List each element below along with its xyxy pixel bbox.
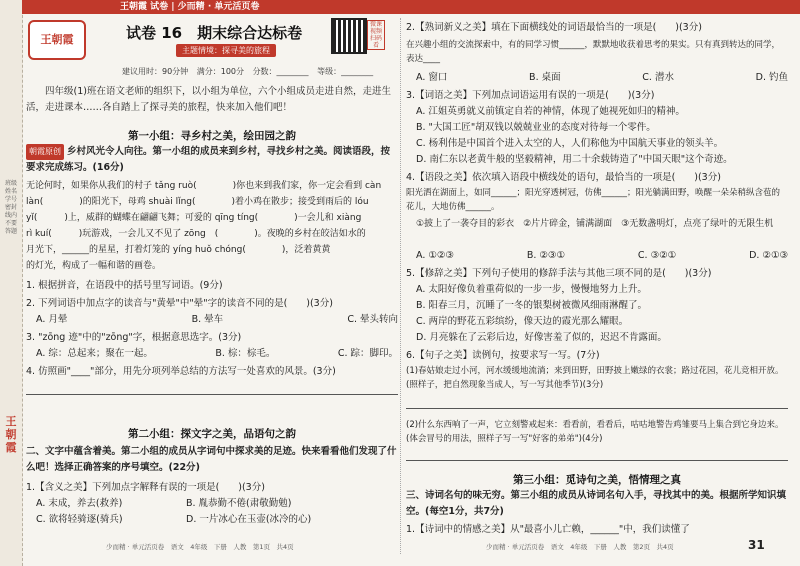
task2-text: 二、文字中蕴含着美。第二小组的成员从字词句中探求美的足迹。快来看看他们发现了什么吧！选择正确答案的序号填空。(22分) [26,446,397,473]
option-row [36,496,398,512]
exam-info [122,66,379,77]
question-6-options [416,70,788,86]
option[interactable]: D. 南仁东以老黄牛般的坚毅精神，用二十余载铸造了"中国天眼"这个奇迹。 [416,154,733,165]
passage [26,178,398,274]
option[interactable]: B. 胤恭勤不倦(肃敬勤勉) [186,498,292,509]
gutter-fields: 班级 姓名 学号 密封线内不要答题 [4,180,17,235]
paper-title: 试卷 16 期末综合达标卷 [126,24,303,42]
passage-line: 无论何时，如果你从我们的村子 tǎng ruò( )你也来到我们家，你一定会看到 càn [26,181,382,191]
get-score-field[interactable]: 分数：________ [252,67,309,76]
question-10-part2: (2)什么东西响了一声，它立刻警戒起来：看看前，看看后，咕咕地警告鸡雏要马上集合到它身边来。(体会冒号的用法，照样子写一写"好客的弟弟")(4分) [406,420,784,444]
question-8-text: 阳光洒在湖面上，如同______；阳光穿透树冠，仿佛______；阳光躺满田野，唤醒一朵朵稍纵含苞的花儿，大地仿佛______。 [406,188,781,212]
task3-text: 三、诗词名句的味无穷。第三小组的成员从诗词名句入手，寻找其中的美。根据所学知识填空。(每空1分，共7分) [406,490,787,517]
section2-title: 第二小组：探文字之美，品语句之韵 [128,428,296,440]
question-10: 6.【句子之美】读例句，按要求写一写。(7分) [406,350,600,361]
binding-gutter [0,0,23,566]
option[interactable]: A. 太阳好像负着重荷似的一步一步，慢慢地努力上升。 [416,284,647,295]
question-4: 4. 仿照画"____"部分，用先分项列举总结的方法写一处喜欢的风景。(3分) [26,366,336,377]
grade-field[interactable]: 等级：________ [317,67,374,76]
time-info: 建议用时：90分钟 [122,67,189,76]
option[interactable]: D. ②①③ [749,250,788,261]
option[interactable]: C. 杨利伟是中国首个进入太空的人，人们称他为中国航天事业的领头羊。 [416,138,724,149]
score-info: 满分：100分 [196,67,245,76]
question-11: 1.【诗词中的情感之美】从"最喜小儿亡赖，______"中，我们读懂了 [406,524,690,535]
question-10-part1: (1)春姑娘走过小河，河水缓缓地流淌；来到田野，田野披上嫩绿的衣裳；路过花园，花儿竞相开放。(照样子，把自然现象当成人，写一写其他季节)(3分) [406,366,784,390]
qr-tag: 微课视频扫码看 [367,20,385,50]
option[interactable]: B. ②③① [526,250,565,261]
passage-line: 的灯光，构成了一幅和谐的画卷。 [26,261,162,271]
top-banner [22,0,800,14]
column-divider [400,18,401,554]
question-1: 1. 根据拼音，在语段中的括号里写词语。(9分) [26,280,223,291]
passage-line: rì kuí( )玩游戏，一会儿又不见了 zōng ( )。夜晚的乡村在皎洁如水的 [26,229,366,239]
question-7-options [416,104,788,168]
passage-line: yǐ( )上，威群的蝴蝶在翩翩飞舞；可爱的 qīng tíng( )一会儿和 xiàng [26,213,362,223]
option[interactable]: A. 窗口 [416,72,448,83]
option[interactable]: C. 踪：脚印。 [337,348,398,359]
question-2-options [36,312,398,328]
section1-title: 第一小组：寻乡村之美，绘田园之韵 [128,130,296,142]
question-7: 3.【词语之美】下列加点词语运用有误的一项是( )(3分) [406,90,655,101]
option[interactable]: A. 综：总起来；聚在一起。 [36,348,153,359]
option-row [36,512,398,528]
right-footer: 少而精 · 单元活页卷 语文 4年级 下册 人教 第2页 共4页 [486,543,674,551]
answer-line[interactable] [26,394,398,395]
intro-text: 四年级(1)班在语文老师的组织下，以小组为单位，六个小组成员走进自然，走进生活，走进课本……各自踏上了探寻美的旅程，快来加入他们吧！ [26,86,391,113]
question-5: 1.【含义之美】下列加点字解释有误的一项是( )(3分) [26,482,265,493]
question-5-options [36,496,398,528]
question-9: 5.【修辞之美】下列句子使用的修辞手法与其他三项不同的是( )(3分) [406,268,712,279]
passage-line: làn( )的阳光下，母鸡 shuài lǐng( )着小鸡在散步；接受到雨后的 lóu [26,197,369,207]
option[interactable]: C. ③②① [637,250,677,261]
question-2: 2. 下列词语中加点字的读音与"黄晕"中"晕"字的读音不同的是( )(3分) [26,298,333,309]
right-column [406,16,788,560]
question-8: 4.【语段之美】依次填入语段中横线处的语句，最恰当的一项是( )(3分) [406,172,721,183]
answer-line[interactable] [406,408,788,409]
question-6: 2.【熟词新义之美】填在下面横线处的词语最恰当的一项是( )(3分) [406,22,702,33]
left-footer: 少而精 · 单元活页卷 语文 4年级 下册 人教 第1页 共4页 [106,543,294,551]
question-3-options [36,346,398,362]
top-banner-text: 王朝霞 试卷 | 少而精 · 单元活页卷 [120,2,260,12]
question-8-options [416,248,788,264]
question-3: 3. "zōng 迹"中的"zōng"字，根据意思选字。(3分) [26,332,242,343]
original-tag: 朝霞原创 [26,144,64,160]
question-9-options [416,282,788,346]
option[interactable]: D. 钓鱼 [755,72,788,83]
option[interactable]: B. 棕：棕毛。 [215,348,276,359]
question-8-items: ①披上了一袭夺目的彩衣 ②片片碎金，铺满湖面 ③无数盏明灯，点亮了绿叶的无限生机 [416,219,774,229]
option[interactable]: A. 江姐英勇就义前镇定自若的神情，体现了她视死如归的精神。 [416,106,685,117]
page-number: 31 [748,538,765,552]
option[interactable]: A. 末成，养去(救养) [36,498,123,509]
option[interactable]: B. 晕车 [191,314,224,325]
option[interactable]: A. 月晕 [36,314,68,325]
option[interactable]: B. 桌面 [529,72,561,83]
passage-line: 月光下，______的星星，打着灯笼的 yíng huǒ chóng( )，泛着黄黄 [26,245,331,255]
question-6-text: 在兴趣小组的交流探索中，有的同学习惯______，默默地收获着思考的果实。只有真到转达的同学，表达____ [406,40,781,64]
task1 [26,144,398,176]
option[interactable]: A. ①②③ [416,250,454,261]
left-column [26,16,398,560]
option[interactable]: D. 一片冰心在玉壶(冰冷的心) [186,514,312,525]
option[interactable]: C. 晕头转向 [347,314,398,325]
option[interactable]: B. 阳春三月，沉睡了一冬的银梨树被微风细雨淋醒了。 [416,300,648,311]
option[interactable]: C. 两岸的野花五彩缤纷，像天边的霞光那么耀眼。 [416,316,629,327]
brand-logo: 王朝霞 [28,20,86,60]
option[interactable]: B. "大国工匠"胡双钱以兢兢业业的态度对待每一个零件。 [416,122,656,133]
option[interactable]: C. 潜水 [642,72,674,83]
gutter-brand: 王朝霞 [5,415,17,454]
option[interactable]: C. 欲将轻骑逐(骑兵) [36,514,123,525]
qr-code-icon[interactable] [331,18,367,54]
section3-title: 第三小组：觅诗句之美，悟情理之真 [513,474,681,486]
paper-subtitle: 主题情境：探寻美的旅程 [176,44,276,57]
option[interactable]: D. 月亮躲在了云彩后边，好像害羞了似的，迟迟不肯露面。 [416,332,667,343]
answer-line[interactable] [406,460,788,461]
task1-text: 乡村风光令人向往。第一小组的成员来到乡村，寻找乡村之美。阅读语段，按要求完成练习。(16分) [26,146,391,173]
